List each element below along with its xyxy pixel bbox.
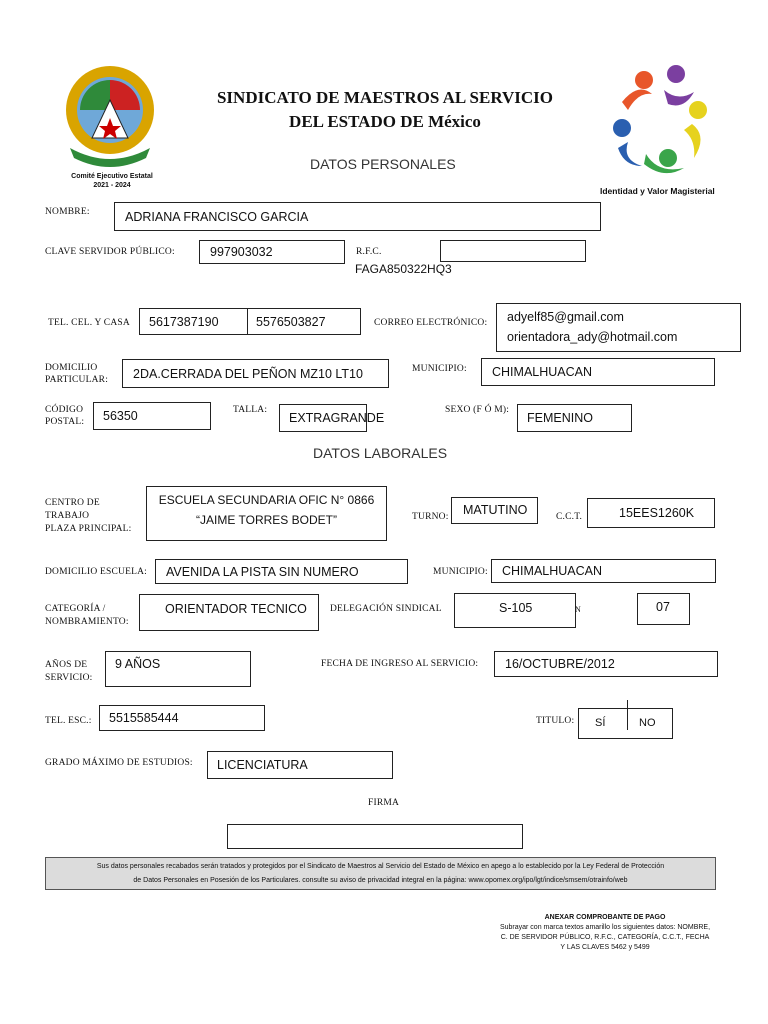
fecha-ingreso-label: FECHA DE INGRESO AL SERVICIO:	[321, 659, 479, 669]
delegacion-n-label: N	[575, 605, 581, 614]
privacy-notice	[45, 857, 716, 890]
sexo-field[interactable]	[517, 404, 632, 432]
telefono-celular-value: 5617387190	[149, 315, 219, 329]
nombre-value: ADRIANA FRANCISCO GARCIA	[125, 210, 309, 224]
sexo-value: FEMENINO	[527, 411, 593, 425]
grado-field[interactable]	[207, 751, 393, 779]
delegacion-n-value: 07	[656, 600, 670, 614]
clave-label: CLAVE SERVIDOR PÚBLICO:	[45, 247, 175, 257]
firma-field[interactable]	[227, 824, 523, 849]
privacy-notice-line2: de Datos Personales en Posesión de los Particulares. consulte su aviso de privacidad integral en la página: www.opomex.org/ipo/lgt/indice/smsem/otrainfo/web	[133, 877, 628, 884]
talla-field[interactable]	[279, 404, 385, 432]
domicilio-escuela-field[interactable]	[155, 559, 408, 584]
cct-label: C.C.T.	[556, 512, 583, 522]
cp-field[interactable]	[93, 402, 211, 430]
municipio-escuela-field[interactable]	[491, 559, 716, 583]
clave-field[interactable]	[199, 240, 345, 264]
rfc-value: FAGA850322HQ3	[355, 262, 452, 276]
municipio-field[interactable]	[481, 358, 715, 386]
turno-field[interactable]	[451, 497, 538, 524]
telefono-escuela-label: TEL. ESC.:	[45, 716, 92, 726]
talla-value: EXTRAGRANDE	[289, 411, 385, 425]
centro-field[interactable]	[146, 486, 387, 541]
nombre-field[interactable]	[114, 202, 601, 231]
correo-value-1: adyelf85@gmail.com	[507, 310, 624, 324]
rfc-label: R.F.C.	[356, 247, 382, 257]
domicilio-label: DOMICILIO PARTICULAR:	[45, 363, 109, 385]
titulo-divider	[627, 700, 628, 730]
correo-value-2: orientadora_ady@hotmail.com	[507, 330, 678, 344]
categoria-value: ORIENTADOR TECNICO	[165, 602, 307, 616]
telefono-casa-field[interactable]	[247, 308, 361, 335]
rfc-field[interactable]	[440, 240, 586, 262]
titulo-label: TITULO:	[536, 716, 575, 726]
telefono-celular-field[interactable]	[139, 308, 248, 335]
municipio-value: CHIMALHUACAN	[492, 365, 593, 379]
grado-label: GRADO MÁXIMO DE ESTUDIOS:	[45, 758, 193, 768]
identity-caption: Identidad y Valor Magisterial	[600, 186, 715, 196]
grado-value: LICENCIATURA	[217, 758, 308, 772]
domicilio-field[interactable]	[122, 359, 389, 388]
anios-field[interactable]	[105, 651, 251, 687]
municipio-label: MUNICIPIO:	[412, 364, 467, 374]
section-title-laboral: DATOS LABORALES	[313, 445, 448, 461]
categoria-field[interactable]	[139, 594, 319, 631]
cct-field[interactable]	[587, 498, 715, 528]
delegacion-n-field[interactable]	[637, 593, 690, 625]
sexo-label: SEXO (F Ó M):	[445, 405, 510, 415]
correo-label: CORREO ELECTRÓNICO:	[374, 318, 488, 328]
section-title-personal: DATOS PERSONALES	[310, 156, 456, 172]
page-title-line2: DEL ESTADO DE México	[289, 112, 481, 131]
identity-logo	[600, 62, 718, 204]
telefono-casa-value: 5576503827	[256, 315, 326, 329]
cp-label: CÓDIGO POSTAL:	[45, 405, 85, 427]
seal-caption: Comité Ejecutivo Estatal 2021 - 2024	[71, 173, 153, 189]
centro-value-1: ESCUELA SECUNDARIA OFIC N° 0866	[158, 493, 375, 507]
anios-label: AÑOS DE SERVICIO:	[45, 660, 93, 683]
anios-value: 9 AÑOS	[115, 657, 161, 671]
delegacion-value: S-105	[499, 601, 533, 615]
union-seal-logo	[62, 58, 162, 196]
centro-value-2: “JAIME TORRES BODET”	[196, 513, 337, 527]
firma-label: FIRMA	[368, 798, 400, 808]
footer-instructions: ANEXAR COMPROBANTE DE PAGO Subrayar con marca textos amarillo los siguientes datos: NOMBRE, C. DE SERVIDOR PÚBLICO, R.F.C., CATEGORÍA, C.C.T., FECHA Y LAS CLAVES 5462 y 5499	[499, 914, 711, 951]
municipio-escuela-value: CHIMALHUACAN	[502, 564, 603, 578]
titulo-si-option: SÍ	[595, 717, 606, 729]
telefono-escuela-value: 5515585444	[109, 711, 179, 725]
correo-field[interactable]	[496, 303, 741, 352]
talla-label: TALLA:	[233, 405, 268, 415]
domicilio-value: 2DA.CERRADA DEL PEÑON MZ10 LT10	[133, 367, 363, 381]
categoria-label: CATEGORÍA / NOMBRAMIENTO:	[45, 604, 129, 627]
delegacion-field[interactable]	[454, 593, 576, 628]
telefono-label: TEL. CEL. Y CASA	[48, 318, 130, 328]
turno-label: TURNO:	[412, 512, 449, 522]
titulo-no-option: NO	[639, 717, 656, 729]
domicilio-escuela-label: DOMICILIO ESCUELA:	[45, 567, 148, 577]
privacy-notice-line1: Sus datos personales recabados serán tratados y protegidos por el Sindicato de Maestros al Servicio del Estado de México en apego a lo establecido por la Ley Federal de Protección	[96, 863, 665, 870]
telefono-escuela-field[interactable]	[99, 705, 265, 731]
domicilio-escuela-value: AVENIDA LA PISTA SIN NUMERO	[166, 565, 359, 579]
cct-value: 15EES1260K	[619, 506, 695, 520]
fecha-ingreso-field[interactable]	[494, 651, 718, 677]
delegacion-label: DELEGACIÓN SINDICAL	[330, 604, 442, 614]
municipio-escuela-label: MUNICIPIO:	[433, 567, 488, 577]
page-title-line1: SINDICATO DE MAESTROS AL SERVICIO	[216, 88, 554, 107]
centro-label: CENTRO DE TRABAJO PLAZA PRINCIPAL:	[45, 498, 132, 534]
fecha-ingreso-value: 16/OCTUBRE/2012	[505, 657, 615, 671]
turno-value: MATUTINO	[463, 503, 528, 517]
nombre-label: NOMBRE:	[45, 207, 90, 217]
titulo-field[interactable]	[578, 708, 673, 739]
clave-value: 997903032	[210, 245, 273, 259]
cp-value: 56350	[103, 409, 138, 423]
